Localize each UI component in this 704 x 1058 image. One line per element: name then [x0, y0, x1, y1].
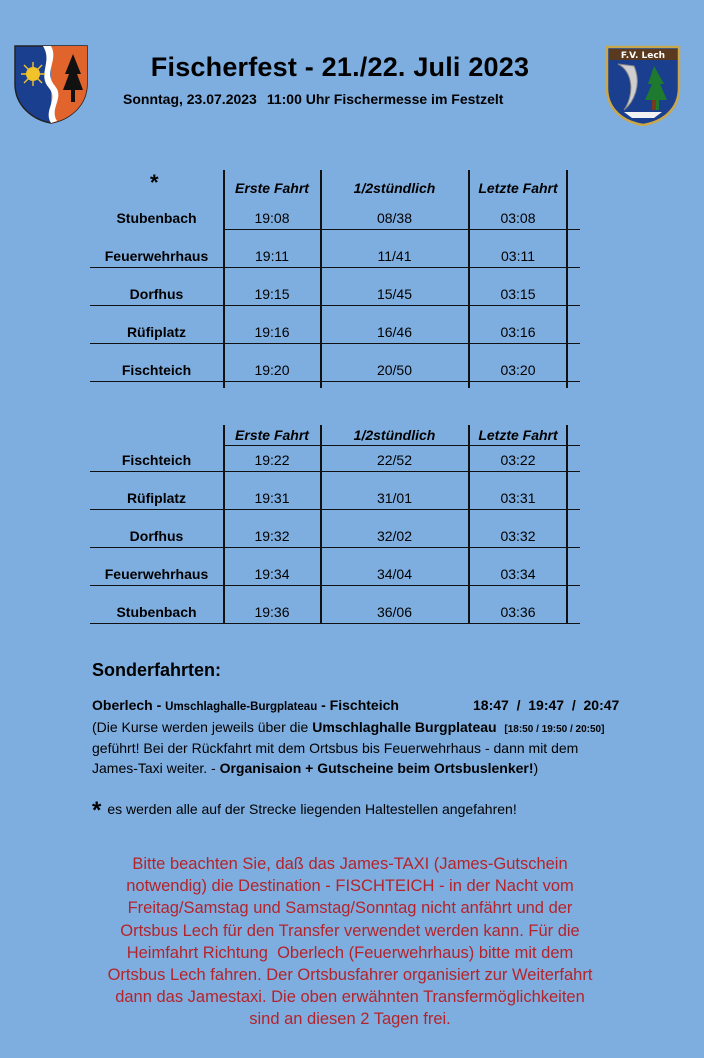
subtitle-event: 11:00 Uhr Fischermesse im Festzelt [266, 91, 504, 107]
column-divider [223, 170, 225, 388]
last-trip: 03:20 [500, 362, 536, 378]
last-trip: 03:16 [500, 324, 536, 340]
column-divider [566, 425, 568, 623]
first-trip: 19:11 [255, 248, 289, 264]
last-trip: 03:15 [500, 286, 536, 302]
half-hourly: 16/46 [376, 324, 413, 340]
stop-name: Dorfhus [129, 286, 184, 302]
first-trip: 19:08 [254, 210, 290, 226]
column-divider [320, 170, 322, 388]
half-hourly: 20/50 [376, 362, 413, 378]
notice-line: Heimfahrt Richtung Oberlech (Feuerwehrhaus) bitte mit dem [126, 943, 574, 962]
table-row [90, 344, 580, 382]
notice-line: dann das Jamestaxi. Die oben erwähnten Transfermöglichkeiten [115, 988, 585, 1007]
header-last-trip: Letzte Fahrt [478, 180, 558, 196]
half-hourly: 22/52 [376, 452, 413, 468]
special-trip-times: 18:47 / 19:47 / 20:47 [473, 697, 620, 713]
stop-name: Feuerwehrhaus [104, 566, 209, 582]
subtitle-date: Sonntag, 23.07.2023 [123, 91, 257, 107]
line4-bold: Organisaion + Gutscheine beim Ortsbuslenker! [219, 759, 534, 776]
half-hourly: 15/45 [376, 286, 413, 302]
notice-line: notwendig) die Destination - FISCHTEICH - in der Nacht vom [126, 877, 574, 896]
notice-line: Ortsbus Lech für den Transfer verwendet werden kann. Für die [120, 921, 580, 940]
first-trip: 19:15 [254, 286, 290, 302]
first-trip: 19:20 [254, 362, 290, 378]
line4-end: ) [533, 759, 539, 776]
half-hourly: 08/38 [376, 210, 413, 226]
first-trip: 19:22 [254, 452, 290, 468]
footnote-text: es werden alle auf der Strecke liegenden Haltestellen angefahren! [107, 801, 517, 817]
half-hourly: 31/01 [376, 490, 413, 506]
table-row [90, 434, 580, 472]
column-divider [223, 425, 225, 623]
stop-name: Fischteich [121, 452, 192, 468]
notice-line: Freitag/Samstag und Samstag/Sonntag nicht anfährt und der [127, 899, 573, 918]
half-hourly: 11/41 [377, 248, 412, 264]
route-start: Oberlech - [92, 697, 166, 713]
row-divider [90, 623, 580, 624]
line3-text: geführt! Bei der Rückfahrt mit dem Ortsbus bis Feuerwehrhaus - dann mit dem [92, 740, 579, 756]
stop-name: Stubenbach [116, 604, 197, 620]
last-trip: 03:36 [500, 604, 536, 620]
table-row [90, 510, 580, 548]
last-trip: 03:31 [500, 490, 536, 506]
special-trips-heading: Sonderfahrten: [92, 660, 222, 680]
badge-label: F.V. Lech [620, 51, 666, 61]
header-half-hourly: 1/2stündlich [353, 180, 436, 196]
table-row [90, 306, 580, 344]
first-trip: 19:31 [254, 490, 290, 506]
column-divider [468, 170, 470, 388]
line2-times: [18:50 / 19:50 / 20:50] [504, 723, 605, 735]
route-mid: Umschlaghalle-Burgplateau [165, 701, 318, 713]
first-trip: 19:36 [254, 604, 290, 620]
half-hourly: 32/02 [376, 528, 413, 544]
subtitle [123, 91, 503, 107]
last-trip: 03:34 [500, 566, 536, 582]
header-first-trip: Erste Fahrt [235, 180, 309, 196]
header-half-hourly: 1/2stündlich [353, 427, 436, 443]
header-first-trip: Erste Fahrt [235, 427, 309, 443]
table-star-marker: * [150, 170, 159, 195]
table-row [90, 548, 580, 586]
first-trip: 19:16 [254, 324, 290, 340]
last-trip: 03:32 [500, 528, 536, 544]
column-divider [320, 425, 322, 623]
last-trip: 03:22 [500, 452, 536, 468]
notice-line: sind an diesen 2 Tagen frei. [249, 1010, 451, 1029]
route-end: - Fischteich [317, 697, 399, 713]
half-hourly: 34/04 [376, 566, 413, 582]
stop-name: Stubenbach [116, 210, 197, 226]
notice-line: Ortsbus Lech fahren. Der Ortsbusfahrer organisiert zur Weiterfahrt [107, 966, 593, 985]
column-divider [566, 170, 568, 388]
table-row [90, 472, 580, 510]
line2-text: (Die Kurse werden jeweils über die [92, 718, 313, 735]
line4-text: James-Taxi weiter. - [92, 759, 220, 776]
footnote-star: * [92, 797, 102, 824]
timetable-return [90, 425, 580, 625]
table-row [90, 586, 580, 624]
half-hourly: 36/06 [376, 604, 413, 620]
timetable-outbound [90, 170, 580, 390]
column-divider [468, 425, 470, 623]
table-row [90, 268, 580, 306]
table-row [90, 230, 580, 268]
stop-name: Dorfhus [129, 528, 184, 544]
stop-name: Rüfiplatz [126, 490, 187, 506]
stop-name: Rüfiplatz [126, 324, 187, 340]
red-notice [70, 853, 630, 1031]
stop-name: Feuerwehrhaus [104, 248, 209, 264]
line2-location: Umschlaghalle Burgplateau [312, 718, 497, 735]
header-last-trip: Letzte Fahrt [478, 427, 558, 443]
footnote [92, 797, 517, 825]
first-trip: 19:34 [254, 566, 290, 582]
stop-name: Fischteich [121, 362, 192, 378]
row-divider [90, 381, 580, 382]
last-trip: 03:08 [500, 210, 536, 226]
first-trip: 19:32 [254, 528, 290, 544]
notice-line: Bitte beachten Sie, daß das James-TAXI (James-Gutschein [132, 855, 568, 873]
table-row [90, 192, 580, 230]
special-trips-text [92, 696, 672, 778]
page-title: Fischerfest - 21./22. Juli 2023 [150, 52, 530, 82]
last-trip: 03:11 [501, 248, 535, 264]
